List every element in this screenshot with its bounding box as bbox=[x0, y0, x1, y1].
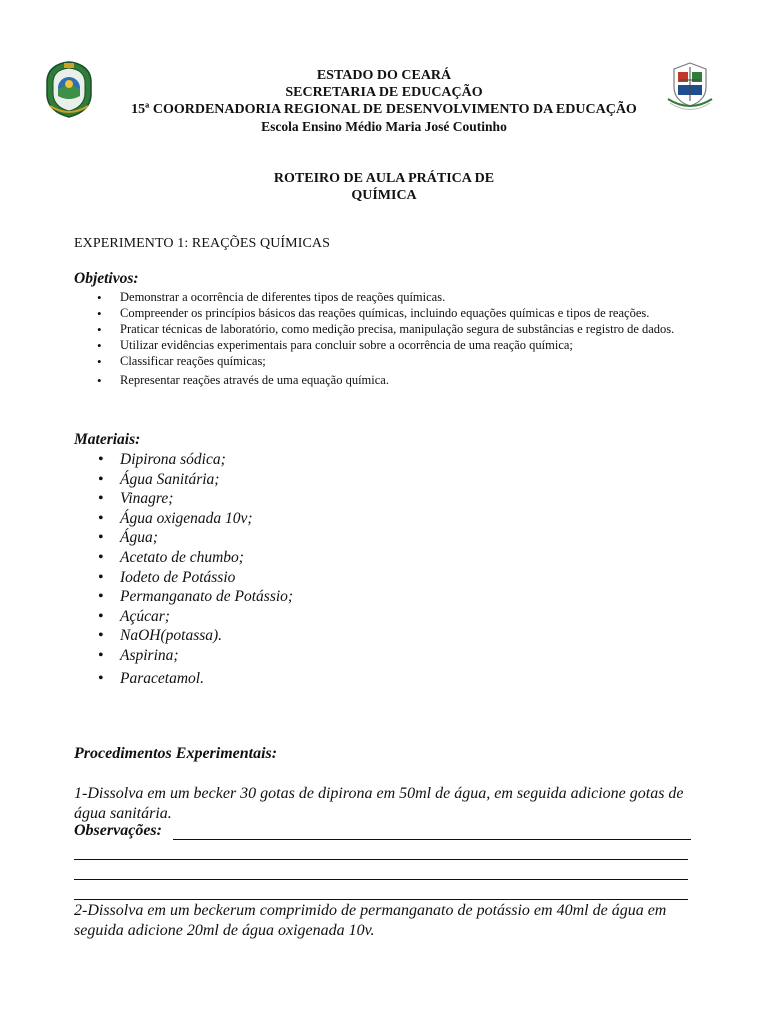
document-title bbox=[0, 170, 768, 204]
procedure-step-1: 1-Dissolva em um becker 30 gotas de dipirona em 50ml de água, em seguida adicione gotas de água sanitária. bbox=[74, 785, 684, 822]
objectives-list bbox=[74, 291, 704, 390]
list-item: • Iodeto de Potássio bbox=[74, 568, 293, 588]
header-state: ESTADO DO CEARÁ bbox=[316, 68, 452, 83]
school-header bbox=[0, 67, 768, 135]
list-item: • Água; bbox=[74, 528, 293, 548]
procedure-step-2: 2-Dissolva em um beckerum comprimido de permanganato de potássio em 40ml de água em seguida adicione 20ml de água oxigenada 10v. bbox=[74, 902, 667, 939]
observations-line bbox=[173, 839, 691, 840]
list-item: • Dipirona sódica; bbox=[74, 450, 293, 470]
list-item: • Água oxigenada 10v; bbox=[74, 509, 293, 529]
list-item: • Acetato de chumbo; bbox=[74, 548, 293, 568]
title-line-2: QUÍMICA bbox=[351, 188, 417, 203]
list-item: • Água Sanitária; bbox=[74, 470, 293, 490]
observations-line bbox=[74, 899, 688, 900]
title-line-1: ROTEIRO DE AULA PRÁTICA DE bbox=[273, 171, 495, 186]
header-secretariat: SECRETARIA DE EDUCAÇÃO bbox=[285, 85, 483, 100]
materials-heading: Materiais: bbox=[74, 431, 141, 448]
list-item: • Utilizar evidências experimentais para concluir sobre a ocorrência de uma reação química; bbox=[74, 339, 704, 352]
list-item: • Representar reações através de uma equação química. bbox=[74, 374, 704, 387]
objectives-heading: Objetivos: bbox=[74, 270, 139, 287]
list-item: • Praticar técnicas de laboratório, como medição precisa, manipulação segura de substâncias e registro de dados. bbox=[74, 323, 704, 336]
observations-label: Observações: bbox=[74, 822, 162, 839]
experiment-heading: EXPERIMENTO 1: REAÇÕES QUÍMICAS bbox=[74, 236, 331, 251]
list-item: • Demonstrar a ocorrência de diferentes tipos de reações químicas. bbox=[74, 291, 704, 304]
procedures-heading: Procedimentos Experimentais: bbox=[74, 745, 278, 762]
header-coordination: 15ª COORDENADORIA REGIONAL DE DESENVOLVIMENTO DA EDUCAÇÃO bbox=[131, 102, 637, 117]
list-item: • Vinagre; bbox=[74, 489, 293, 509]
list-item: • Classificar reações químicas; bbox=[74, 355, 704, 368]
list-item: • NaOH(potassa). bbox=[74, 626, 293, 646]
observations-line bbox=[74, 879, 688, 880]
list-item: • Paracetamol. bbox=[74, 669, 293, 689]
materials-list bbox=[74, 450, 293, 688]
header-school-name: Escola Ensino Médio Maria José Coutinho bbox=[261, 119, 507, 134]
list-item: • Açúcar; bbox=[74, 607, 293, 627]
list-item: • Permanganato de Potássio; bbox=[74, 587, 293, 607]
list-item: • Compreender os princípios básicos das reações químicas, incluindo equações químicas e tipos de reações. bbox=[74, 307, 704, 320]
list-item: • Aspirina; bbox=[74, 646, 293, 666]
observations-line bbox=[74, 859, 688, 860]
